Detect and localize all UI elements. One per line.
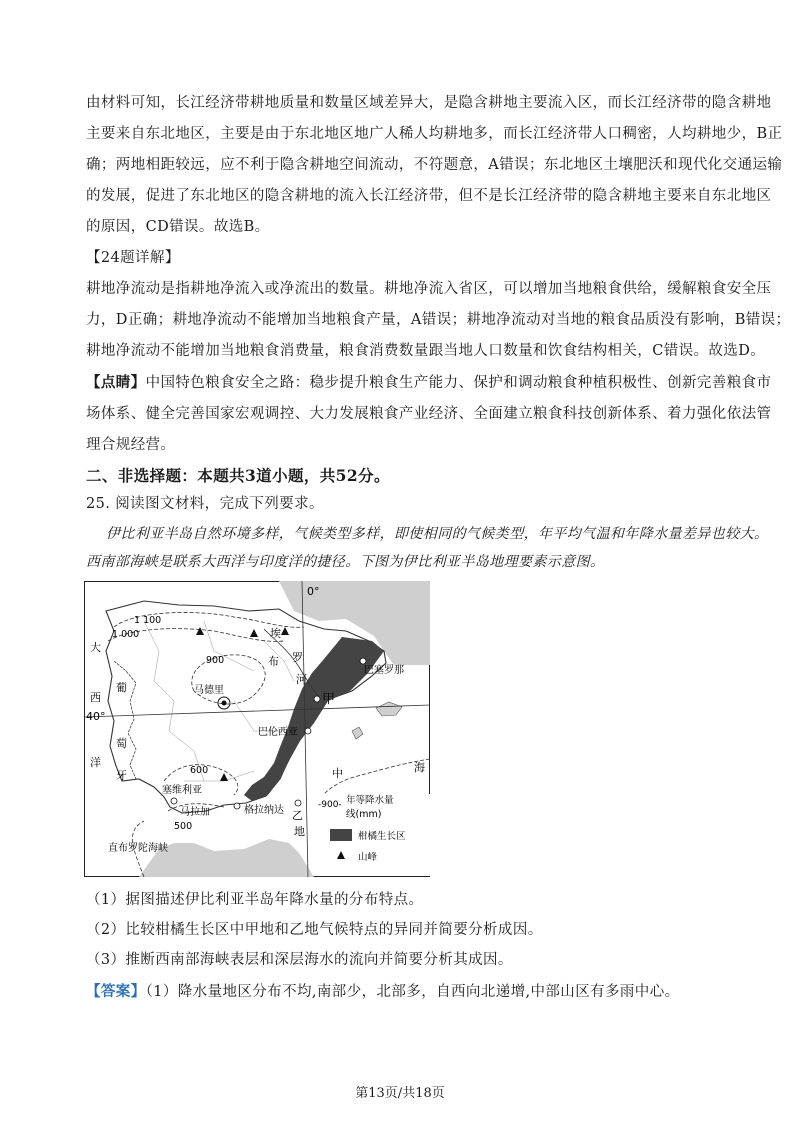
atlantic-char-2: 西 [90, 691, 101, 704]
di-label: 地 [294, 825, 305, 838]
ebro-char-1: 埃 [270, 627, 281, 640]
answer-text: （1）降水量地区分布不均,南部少，北部多，自西向北递增,中部山区有多雨中心。 [145, 984, 680, 1000]
legend-isohyet-label-2: 线(mm) [346, 809, 382, 820]
portugal-char-2: 萄 [116, 737, 127, 750]
q25-material-1: 伊比利亚半岛自然环境多样，气候类型多样，即使相同的气候类型，年平均气温和年降水量差异也较大。 [106, 526, 769, 542]
med-char-1: 中 [332, 767, 343, 780]
q25-stem: 25. 阅读图文材料，完成下列要求。 [86, 496, 324, 512]
meridian-label: 0° [307, 585, 320, 598]
ebro-char-4: 河 [296, 673, 307, 686]
legend-peak-label: 山峰 [358, 852, 378, 863]
prev-answer-line-3: 确；两地相距较远，应不利于隐含耕地空间流动，不符题意，A错误；东北地区土壤肥沃和现代化交通运输 [86, 157, 783, 173]
q25-answer-line [86, 982, 726, 1002]
prev-answer-line-5: 的原因，CD错误。故选B。 [86, 219, 270, 235]
isoline-label-500: 500 [174, 821, 193, 832]
legend-isohyet-label-1: 年等降水量 [346, 795, 394, 806]
malaga-label: 马拉加 [180, 807, 210, 818]
answer-label: 【答案】 [86, 983, 146, 1000]
tip-label: 【点睛】 [86, 374, 146, 391]
prev-answer-line-1: 由材料可知，长江经济带耕地质量和数量区域差异大，是隐含耕地主要流入区，而长江经济带的隐含耕地 [86, 95, 772, 111]
ebro-char-3: 罗 [292, 651, 303, 664]
atlantic-char-1: 大 [90, 641, 101, 654]
q25-material-2: 西南部海峡是联系大西洋与印度洋的捷径。下图为伊比利亚半岛地理要素示意图。 [86, 554, 605, 570]
portugal-char-1: 葡 [116, 681, 127, 694]
tip-text-1: 中国特色粮食安全之路：稳步提升粮食生产能力、保护和调动粮食种植积极性、创新完善粮食市 [145, 375, 772, 391]
tip-line-3: 理合规经营。 [86, 437, 176, 453]
madrid-label: 马德里 [194, 685, 224, 696]
barcelona-label: 巴塞罗那 [364, 665, 404, 676]
isoline-label-600: 600 [190, 765, 209, 776]
isoline-label-900: 900 [206, 655, 225, 666]
seville-label: 塞维利亚 [162, 785, 202, 796]
prev-answer-line-2: 主要来自东北地区，主要是由于东北地区地广人稀人均耕地多，而长江经济带人口稠密，人均耕地少，B正 [86, 126, 783, 142]
atlantic-char-3: 洋 [90, 756, 101, 769]
q25-question-1: （1）据图描述伊比利亚半岛年降水量的分布特点。 [86, 892, 424, 908]
valencia-label: 巴伦西亚 [258, 727, 298, 738]
legend-isohyet-sample: -900- [318, 800, 342, 810]
section-2-title: 二、非选择题：本题共3道小题，共52分。 [86, 466, 390, 485]
lat40-label: 40° [86, 710, 106, 723]
valencia-dot [305, 728, 311, 734]
iberia-map [84, 581, 430, 877]
isoline-label-1000: 1 000 [112, 629, 140, 640]
q25-question-2: （2）比较柑橘生长区中甲地和乙地气候特点的异同并简要分析成因。 [86, 922, 543, 938]
portugal-char-3: 牙 [116, 769, 127, 782]
page-footer: 第13页/共18页 [355, 1086, 445, 1101]
jia-dot [314, 696, 320, 702]
madrid-capital-dot [222, 701, 227, 706]
barcelona-dot [360, 658, 366, 664]
legend-citrus-label: 柑橘生长区 [358, 831, 406, 842]
tip-line-1 [86, 373, 772, 393]
yi-dot [295, 800, 301, 806]
yi-label: 乙 [292, 809, 303, 822]
ebro-char-2: 布 [268, 655, 279, 668]
granada-label: 格拉纳达 [244, 805, 284, 816]
malaga-dot [234, 803, 240, 809]
seville-dot [171, 798, 177, 804]
jia-label: 甲 [322, 692, 336, 707]
legend-citrus-swatch [330, 829, 352, 841]
q24-line-3: 耕地净流动不能增加当地粮食消费量，粮食消费数量跟当地人口数量和饮食结构相关，C错误。故选D。 [86, 343, 766, 359]
q25-question-3: （3）推断西南部海峡表层和深层海水的流向并简要分析其成因。 [86, 952, 513, 968]
q24-line-1: 耕地净流动是指耕地净流入或净流出的数量。耕地净流入省区，可以增加当地粮食供给，缓解粮食安全压 [86, 281, 772, 297]
q24-line-2: 力，D正确；耕地净流动不能增加当地粮食产量，A错误；耕地净流动对当地的粮食品质没有影响，B错误； [86, 312, 791, 328]
tip-line-2: 场体系、健全完善国家宏观调控、大力发展粮食产业经济、全面建立粮食科技创新体系、着力强化依法管 [86, 406, 772, 422]
med-char-2: 海 [414, 761, 425, 774]
isoline-label-1100: 1 100 [134, 615, 162, 626]
q24-heading: 【24题详解】 [86, 250, 180, 266]
gibraltar-label: 直布罗陀海峡 [108, 843, 168, 854]
prev-answer-line-4: 的发展，促进了东北地区的隐含耕地的流入长江经济带，但不是长江经济带的隐含耕地主要来自东北地区 [86, 188, 772, 204]
